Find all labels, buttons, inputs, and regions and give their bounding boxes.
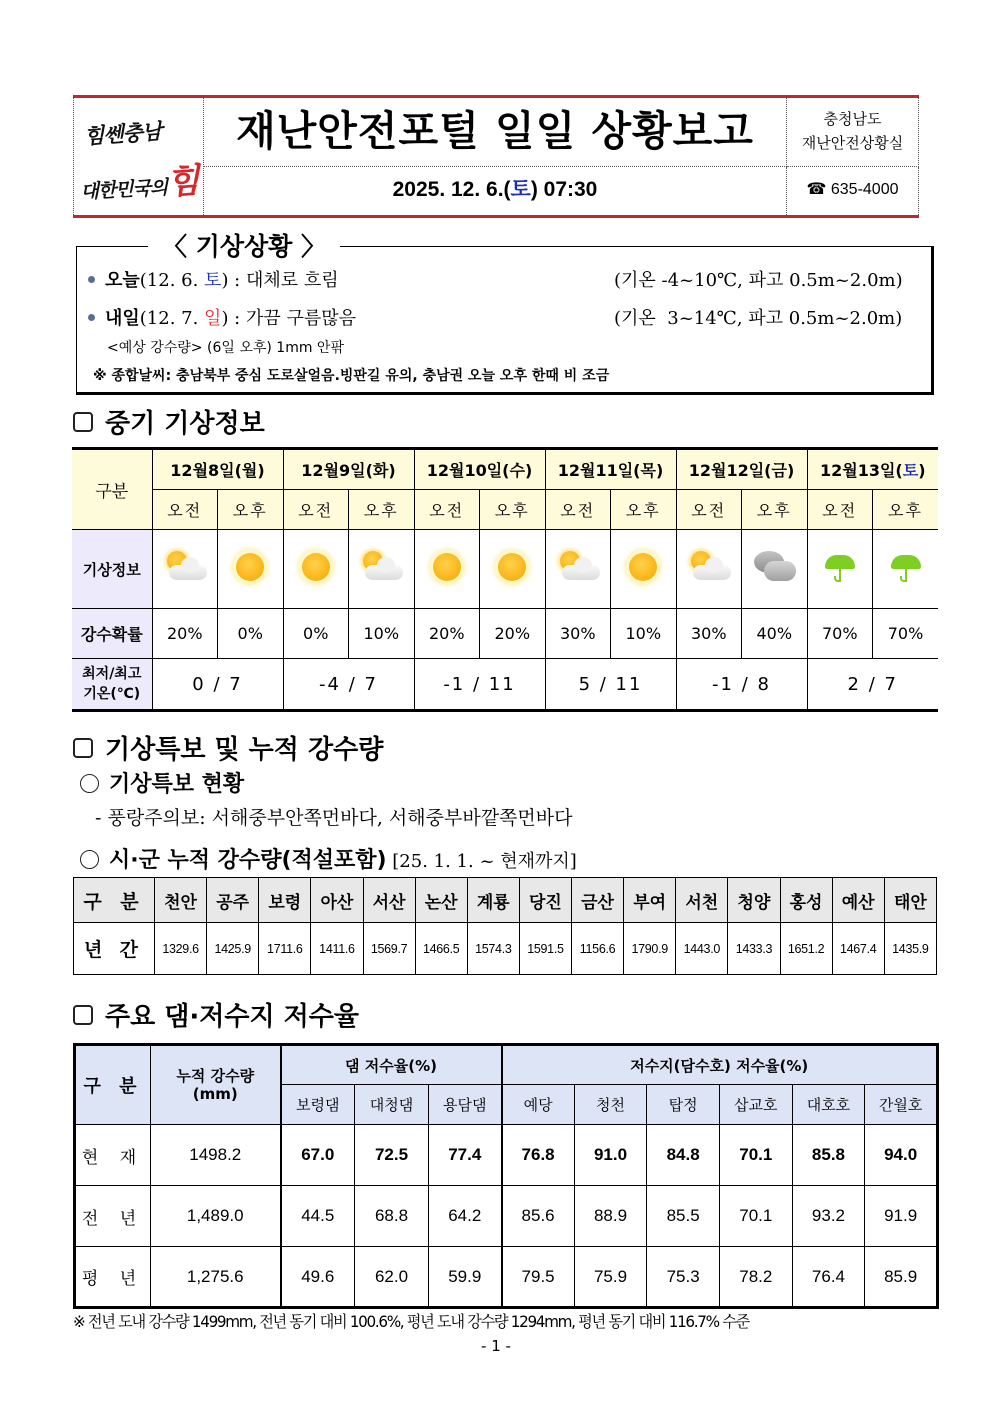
organization [787,98,919,167]
weather-cell [611,530,677,609]
city-header: 천안 [155,878,207,923]
dam-name: 대청댐 [355,1085,429,1125]
rainfall-value: 1443.0 [676,923,728,975]
today-temp-wave: (기온 -4~10℃, 파고 0.5m~2.0m) [614,270,903,291]
city-header: 보령 [259,878,311,923]
rate-value: 79.5 [502,1247,575,1308]
am-label: 오전 [676,490,742,530]
rainfall-row-label: 년 간 [74,923,155,975]
rate-value: 77.4 [429,1125,502,1186]
today-date: (12. 6. [139,270,205,291]
dam-name: 보령댐 [281,1085,355,1125]
today-weekday: 토 [204,270,222,291]
phone-icon: ☎ [806,181,827,198]
rate-value: 91.9 [865,1186,938,1247]
checkbox-square-icon [73,412,93,432]
day-date: 12월12일( [688,461,772,480]
sunny-icon [423,547,471,587]
time-text: ) 07:30 [530,178,598,201]
day-header: 12월13일(토) [807,449,938,490]
am-label: 오전 [807,490,873,530]
rate-value: 85.8 [792,1125,865,1186]
page-title: 재난안전포털 일일 상황보고 [204,98,787,167]
rate-value: 85.6 [502,1186,575,1247]
org-province: 충청남도 [823,110,882,128]
rate-value: 76.4 [792,1247,865,1308]
rainfall-period: [25. 1. 1. ~ 현재까지] [386,851,577,872]
reservoir-name: 간월호 [865,1085,938,1125]
expected-rainfall: <예상 강수량> (6일 오후) 1mm 안팎 [107,340,344,356]
day-date: 12월11일( [557,461,641,480]
tomorrow-date: (12. 7. [139,308,205,329]
temp-value: -1 / 11 [414,659,545,711]
logo-text-black: 대한민국의 [79,176,168,204]
today-label: 오늘 [105,270,140,291]
pm-label: 오후 [611,490,677,530]
rate-value: 62.0 [355,1247,429,1308]
rainfall-value: 1790.9 [624,923,676,975]
phone-number [787,167,919,215]
day-weekday: 금 [771,461,787,480]
rate-value: 84.8 [647,1125,720,1186]
weather-cell [873,530,939,609]
weather-cell [807,530,873,609]
section-heading-alerts [73,729,383,766]
city-header: 계룡 [467,878,519,923]
reservoir-name: 탑정 [647,1085,720,1125]
rate-value: 91.0 [574,1125,647,1186]
reservoir-footnote: ※ 전년 도내 강수량 1499mm, 전년 동기 대비 100.6%, 평년 도내 강수량 1294mm, 평년 동기 대비 116.7% 수준 [73,1312,749,1331]
pop-value: 30% [545,609,611,659]
city-header: 홍성 [780,878,832,923]
day-weekday: 수 [509,461,525,480]
section-heading-reservoir [73,996,359,1033]
city-header: 금산 [572,878,624,923]
rate-value: 59.9 [429,1247,502,1308]
cumulative-rain: 1,489.0 [151,1186,281,1247]
rate-value: 70.1 [719,1125,792,1186]
rainfall-value: 1411.6 [311,923,363,975]
report-datetime [204,167,787,215]
city-header: 태안 [884,878,936,923]
sunny-icon [488,547,536,587]
reservoir-name: 대호호 [792,1085,865,1125]
city-header: 당진 [519,878,571,923]
weather-cell [152,530,218,609]
table-row [75,1247,938,1308]
row-label-weather: 기상정보 [72,530,152,609]
city-header: 청양 [728,878,780,923]
sunny-icon [226,547,274,587]
tomorrow-temp-wave: (기온 3~14℃, 파고 0.5m~2.0m) [614,308,903,329]
checkbox-square-icon [73,1005,93,1025]
pm-label: 오후 [742,490,808,530]
cumulative-rain: 1498.2 [151,1125,281,1186]
rain-header-line2: (mm) [192,1085,238,1103]
pop-value: 10% [611,609,677,659]
pop-value: 70% [873,609,939,659]
weather-cell [349,530,415,609]
circle-bullet-icon [80,850,99,869]
logo-text-line1: 힘쎈충남 [83,118,162,149]
row-label: 평 년 [75,1247,151,1308]
cloudy-icon [750,547,798,587]
temp-label-line1: 최저/최고 [82,666,142,682]
city-header: 논산 [415,878,467,923]
rate-value: 93.2 [792,1186,865,1247]
sunny-icon [292,547,340,587]
rate-value: 64.2 [429,1186,502,1247]
tomorrow-desc: ) : 가끔 구름많음 [221,308,357,329]
pop-value: 40% [742,609,808,659]
rainfall-value: 1591.5 [519,923,571,975]
weather-status-title: 〈 기상상황 〉 [148,227,340,263]
section-title: 중기 기상정보 [105,409,265,439]
umbrella-rain-icon [816,547,864,587]
section-title: 기상특보 및 누적 강수량 [105,735,384,765]
date-text: 2025. 12. 6.( [392,178,511,201]
pm-label: 오후 [349,490,415,530]
day-header: 12월11일(목) [545,449,676,490]
rainfall-value: 1433.3 [728,923,780,975]
weather-cell [283,530,349,609]
corner-label: 구분 [72,449,152,530]
rain-header-line1: 누적 강수량 [176,1067,255,1085]
rate-value: 85.9 [865,1247,938,1308]
rainfall-value: 1651.2 [780,923,832,975]
weather-tomorrow [88,304,356,330]
weather-today [88,266,339,292]
partly-cloudy-icon [357,547,405,587]
alert-item: - 풍랑주의보: 서해중부안쪽먼바다, 서해중부바깥쪽먼바다 [95,807,573,829]
cumulative-rain-header [151,1045,281,1125]
rainfall-value: 1329.6 [155,923,207,975]
row-label: 현 재 [75,1125,151,1186]
page-number: - 1 - [481,1337,511,1355]
city-header: 서천 [676,878,728,923]
logo [73,98,204,215]
rainfall-header-label: 구 분 [74,878,155,923]
pm-label: 오후 [218,490,284,530]
pop-value: 0% [218,609,284,659]
weather-cell [545,530,611,609]
rate-value: 44.5 [281,1186,355,1247]
row-label: 전 년 [75,1186,151,1247]
city-header: 부여 [624,878,676,923]
bullet-icon [88,276,95,283]
rainfall-value: 1711.6 [259,923,311,975]
subheading-alerts [80,767,244,798]
pop-value: 30% [676,609,742,659]
logo-text-line2 [79,153,200,208]
rainfall-value: 1435.9 [884,923,936,975]
date-weekday: 토 [510,178,531,201]
rate-value: 72.5 [355,1125,429,1186]
weather-cell [414,530,480,609]
rate-value: 88.9 [574,1186,647,1247]
pop-value: 20% [414,609,480,659]
report-header [73,95,919,218]
dam-name: 용담댐 [429,1085,502,1125]
checkbox-square-icon [73,738,93,758]
temp-value: 0 / 7 [152,659,283,711]
rate-value: 75.3 [647,1247,720,1308]
rainfall-value: 1574.3 [467,923,519,975]
pop-value: 10% [349,609,415,659]
org-office: 재난안전상황실 [801,134,904,152]
rainfall-value: 1156.6 [572,923,624,975]
section-title: 주요 댐·저수지 저수율 [105,1002,360,1032]
reservoir-header-label: 구 분 [75,1045,151,1125]
cumulative-rain: 1,275.6 [151,1247,281,1308]
reservoir-group-header: 저수지(담수호) 저수율(%) [502,1045,938,1085]
day-date: 12월8일( [170,461,242,480]
table-row [75,1125,938,1186]
city-header: 서산 [363,878,415,923]
partly-cloudy-icon [554,547,602,587]
rate-value: 76.8 [502,1125,575,1186]
rainfall-value: 1466.5 [415,923,467,975]
temp-label-line2: 기온(℃) [83,686,141,702]
weather-cell [218,530,284,609]
tomorrow-weekday: 일 [204,308,222,329]
subheading-text: 시·군 누적 강수량(적설포함) [109,848,387,873]
day-date: 12월13일( [819,461,903,480]
weather-cell [676,530,742,609]
pop-value: 20% [152,609,218,659]
temp-value: -4 / 7 [283,659,414,711]
city-header: 아산 [311,878,363,923]
am-label: 오전 [283,490,349,530]
reservoir-name: 예당 [502,1085,575,1125]
day-date: 12월10일( [426,461,510,480]
temp-value: 5 / 11 [545,659,676,711]
rainfall-value: 1467.4 [832,923,884,975]
am-label: 오전 [152,490,218,530]
weather-cell [480,530,546,609]
section-heading-forecast [73,403,265,440]
day-weekday: 목 [640,461,656,480]
city-header: 예산 [832,878,884,923]
pop-value: 70% [807,609,873,659]
weather-cell [742,530,808,609]
weather-summary: ※ 종합날씨: 충남북부 중심 도로살얼음.빙판길 유의, 충남권 오늘 오후 한때 비 조금 [93,368,610,384]
reservoir-name: 삽교호 [719,1085,792,1125]
rainfall-table [73,877,937,975]
umbrella-rain-icon [882,547,930,587]
rate-value: 85.5 [647,1186,720,1247]
temp-value: -1 / 8 [676,659,807,711]
day-header: 12월8일(월) [152,449,283,490]
day-weekday: 화 [372,461,389,480]
day-weekday: 월 [241,461,258,480]
partly-cloudy-icon [161,547,209,587]
subheading-text: 기상특보 현황 [109,772,245,797]
rate-value: 67.0 [281,1125,355,1186]
dam-group-header: 댐 저수율(%) [281,1045,502,1085]
rate-value: 94.0 [865,1125,938,1186]
am-label: 오전 [414,490,480,530]
forecast-table [72,447,938,712]
pop-value: 20% [480,609,546,659]
rate-value: 49.6 [281,1247,355,1308]
bullet-icon [88,314,95,321]
day-date: 12월9일( [301,461,373,480]
today-desc: ) : 대체로 흐림 [221,270,339,291]
subheading-rainfall [80,843,577,874]
circle-bullet-icon [80,774,99,793]
table-row [75,1186,938,1247]
city-header: 공주 [207,878,259,923]
day-weekday: 토 [902,461,919,480]
temp-value: 2 / 7 [807,659,938,711]
sunny-icon [619,547,667,587]
row-label-temp [72,659,152,711]
rate-value: 78.2 [719,1247,792,1308]
pm-label: 오후 [873,490,939,530]
day-header: 12월10일(수) [414,449,545,490]
rate-value: 70.1 [719,1186,792,1247]
reservoir-table [73,1043,939,1309]
logo-text-red: 힘 [165,160,200,203]
pm-label: 오후 [480,490,546,530]
day-header: 12월9일(화) [283,449,414,490]
rate-value: 75.9 [574,1247,647,1308]
rate-value: 68.8 [355,1186,429,1247]
rainfall-value: 1569.7 [363,923,415,975]
partly-cloudy-icon [685,547,733,587]
day-header: 12월12일(금) [676,449,807,490]
row-label-pop: 강수확률 [72,609,152,659]
phone-text: 635-4000 [830,181,899,198]
reservoir-name: 청천 [574,1085,647,1125]
am-label: 오전 [545,490,611,530]
rainfall-value: 1425.9 [207,923,259,975]
tomorrow-label: 내일 [105,308,140,329]
pop-value: 0% [283,609,349,659]
